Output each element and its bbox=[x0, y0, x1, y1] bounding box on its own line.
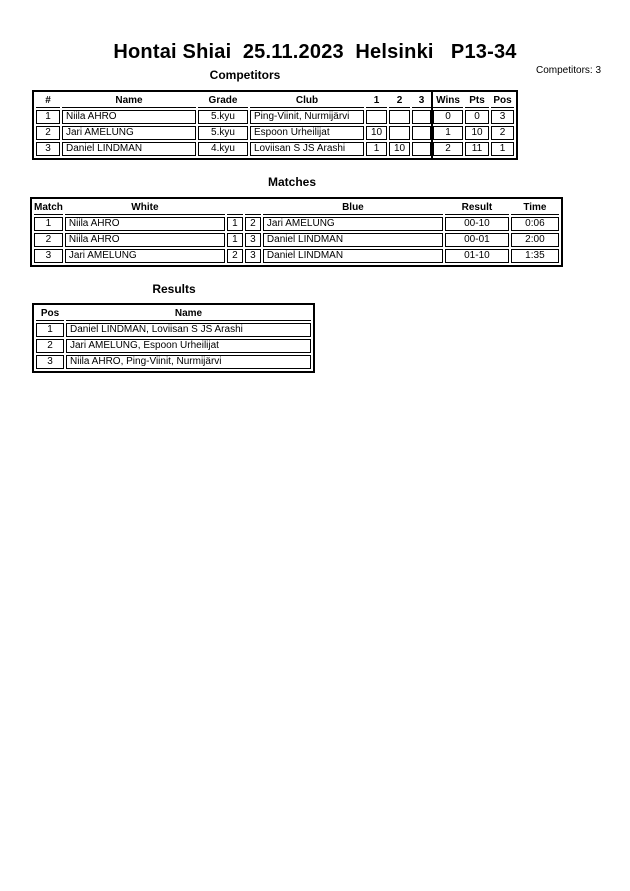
col-pts: Pts bbox=[465, 94, 489, 108]
result-name-cell: Jari AMELUNG, Espoon Urheilijat bbox=[66, 339, 311, 353]
competitor-grade-cell: 5.kyu bbox=[198, 126, 248, 140]
match-number-cell: 2 bbox=[34, 233, 63, 247]
matches-header-row bbox=[34, 201, 559, 215]
col-score-2: 2 bbox=[389, 94, 410, 108]
competitor-club-cell: Loviisan S JS Arashi bbox=[250, 142, 364, 156]
white-name-cell: Niila AHRO bbox=[65, 217, 225, 231]
pos-cell: 3 bbox=[491, 110, 514, 124]
competitor-number-cell: 3 bbox=[36, 142, 60, 156]
results-table-grid bbox=[34, 305, 313, 371]
competitor-name-cell: Jari AMELUNG bbox=[62, 126, 196, 140]
competitor-club-cell: Espoon Urheilijat bbox=[250, 126, 364, 140]
competitors-heading: Competitors bbox=[209, 68, 281, 82]
wins-section-divider bbox=[431, 92, 433, 158]
matches-table bbox=[30, 197, 563, 267]
competitors-table-grid bbox=[34, 92, 516, 158]
results-header-row bbox=[36, 307, 311, 321]
competitors-count-label: Competitors: 3 bbox=[536, 65, 602, 76]
col-match: Match bbox=[34, 201, 63, 215]
col-white: White bbox=[65, 201, 225, 215]
matches-heading: Matches bbox=[267, 175, 317, 189]
blue-name-cell: Daniel LINDMAN bbox=[263, 249, 443, 263]
col-name: Name bbox=[62, 94, 196, 108]
table-row bbox=[36, 323, 311, 337]
col-number: # bbox=[36, 94, 60, 108]
blue-number-cell: 3 bbox=[245, 233, 261, 247]
white-name-cell: Niila AHRO bbox=[65, 233, 225, 247]
result-cell: 01-10 bbox=[445, 249, 509, 263]
col-white-number bbox=[227, 201, 243, 215]
wins-cell: 1 bbox=[433, 126, 463, 140]
results-heading: Results bbox=[152, 282, 196, 296]
pts-cell: 10 bbox=[465, 126, 489, 140]
page-title: Hontai Shiai 25.11.2023 Helsinki P13-34 bbox=[113, 41, 517, 63]
result-cell: 00-01 bbox=[445, 233, 509, 247]
score-1-cell bbox=[366, 110, 387, 124]
competitor-number-cell: 1 bbox=[36, 110, 60, 124]
white-number-cell: 1 bbox=[227, 217, 243, 231]
table-row bbox=[36, 142, 514, 156]
table-row bbox=[36, 339, 311, 353]
white-number-cell: 2 bbox=[227, 249, 243, 263]
blue-number-cell: 2 bbox=[245, 217, 261, 231]
table-row bbox=[36, 110, 514, 124]
white-name-cell: Jari AMELUNG bbox=[65, 249, 225, 263]
score-3-cell bbox=[412, 142, 431, 156]
col-name: Name bbox=[66, 307, 311, 321]
competitor-club-cell: Ping-Viinit, Nurmijärvi bbox=[250, 110, 364, 124]
wins-cell: 0 bbox=[433, 110, 463, 124]
result-pos-cell: 3 bbox=[36, 355, 64, 369]
match-number-cell: 1 bbox=[34, 217, 63, 231]
pts-cell: 0 bbox=[465, 110, 489, 124]
wins-cell: 2 bbox=[433, 142, 463, 156]
score-3-cell bbox=[412, 110, 431, 124]
competitor-name-cell: Niila AHRO bbox=[62, 110, 196, 124]
score-2-cell: 10 bbox=[389, 142, 410, 156]
time-cell: 2:00 bbox=[511, 233, 559, 247]
result-name-cell: Daniel LINDMAN, Loviisan S JS Arashi bbox=[66, 323, 311, 337]
score-2-cell bbox=[389, 126, 410, 140]
col-pos: Pos bbox=[36, 307, 64, 321]
result-pos-cell: 2 bbox=[36, 339, 64, 353]
pts-cell: 11 bbox=[465, 142, 489, 156]
col-blue-number bbox=[245, 201, 261, 215]
results-table bbox=[32, 303, 315, 373]
col-result: Result bbox=[445, 201, 509, 215]
score-2-cell bbox=[389, 110, 410, 124]
table-row bbox=[36, 355, 311, 369]
col-wins: Wins bbox=[433, 94, 463, 108]
competitor-name-cell: Daniel LINDMAN bbox=[62, 142, 196, 156]
col-score-1: 1 bbox=[366, 94, 387, 108]
competitors-table bbox=[32, 90, 518, 160]
table-row bbox=[34, 249, 559, 263]
col-blue: Blue bbox=[263, 201, 443, 215]
match-number-cell: 3 bbox=[34, 249, 63, 263]
result-pos-cell: 1 bbox=[36, 323, 64, 337]
table-row bbox=[34, 233, 559, 247]
pos-cell: 2 bbox=[491, 126, 514, 140]
result-name-cell: Niila AHRO, Ping-Viinit, Nurmijärvi bbox=[66, 355, 311, 369]
matches-table-grid bbox=[32, 199, 561, 265]
competitor-grade-cell: 4.kyu bbox=[198, 142, 248, 156]
competitor-grade-cell: 5.kyu bbox=[198, 110, 248, 124]
score-3-cell bbox=[412, 126, 431, 140]
blue-number-cell: 3 bbox=[245, 249, 261, 263]
col-time: Time bbox=[511, 201, 559, 215]
blue-name-cell: Jari AMELUNG bbox=[263, 217, 443, 231]
col-club: Club bbox=[250, 94, 364, 108]
competitors-header-row bbox=[36, 94, 514, 108]
time-cell: 1:35 bbox=[511, 249, 559, 263]
score-1-cell: 1 bbox=[366, 142, 387, 156]
result-cell: 00-10 bbox=[445, 217, 509, 231]
table-row bbox=[34, 217, 559, 231]
competitor-number-cell: 2 bbox=[36, 126, 60, 140]
col-score-3: 3 bbox=[412, 94, 431, 108]
col-grade: Grade bbox=[198, 94, 248, 108]
pos-cell: 1 bbox=[491, 142, 514, 156]
col-pos: Pos bbox=[491, 94, 514, 108]
blue-name-cell: Daniel LINDMAN bbox=[263, 233, 443, 247]
time-cell: 0:06 bbox=[511, 217, 559, 231]
white-number-cell: 1 bbox=[227, 233, 243, 247]
table-row bbox=[36, 126, 514, 140]
score-1-cell: 10 bbox=[366, 126, 387, 140]
